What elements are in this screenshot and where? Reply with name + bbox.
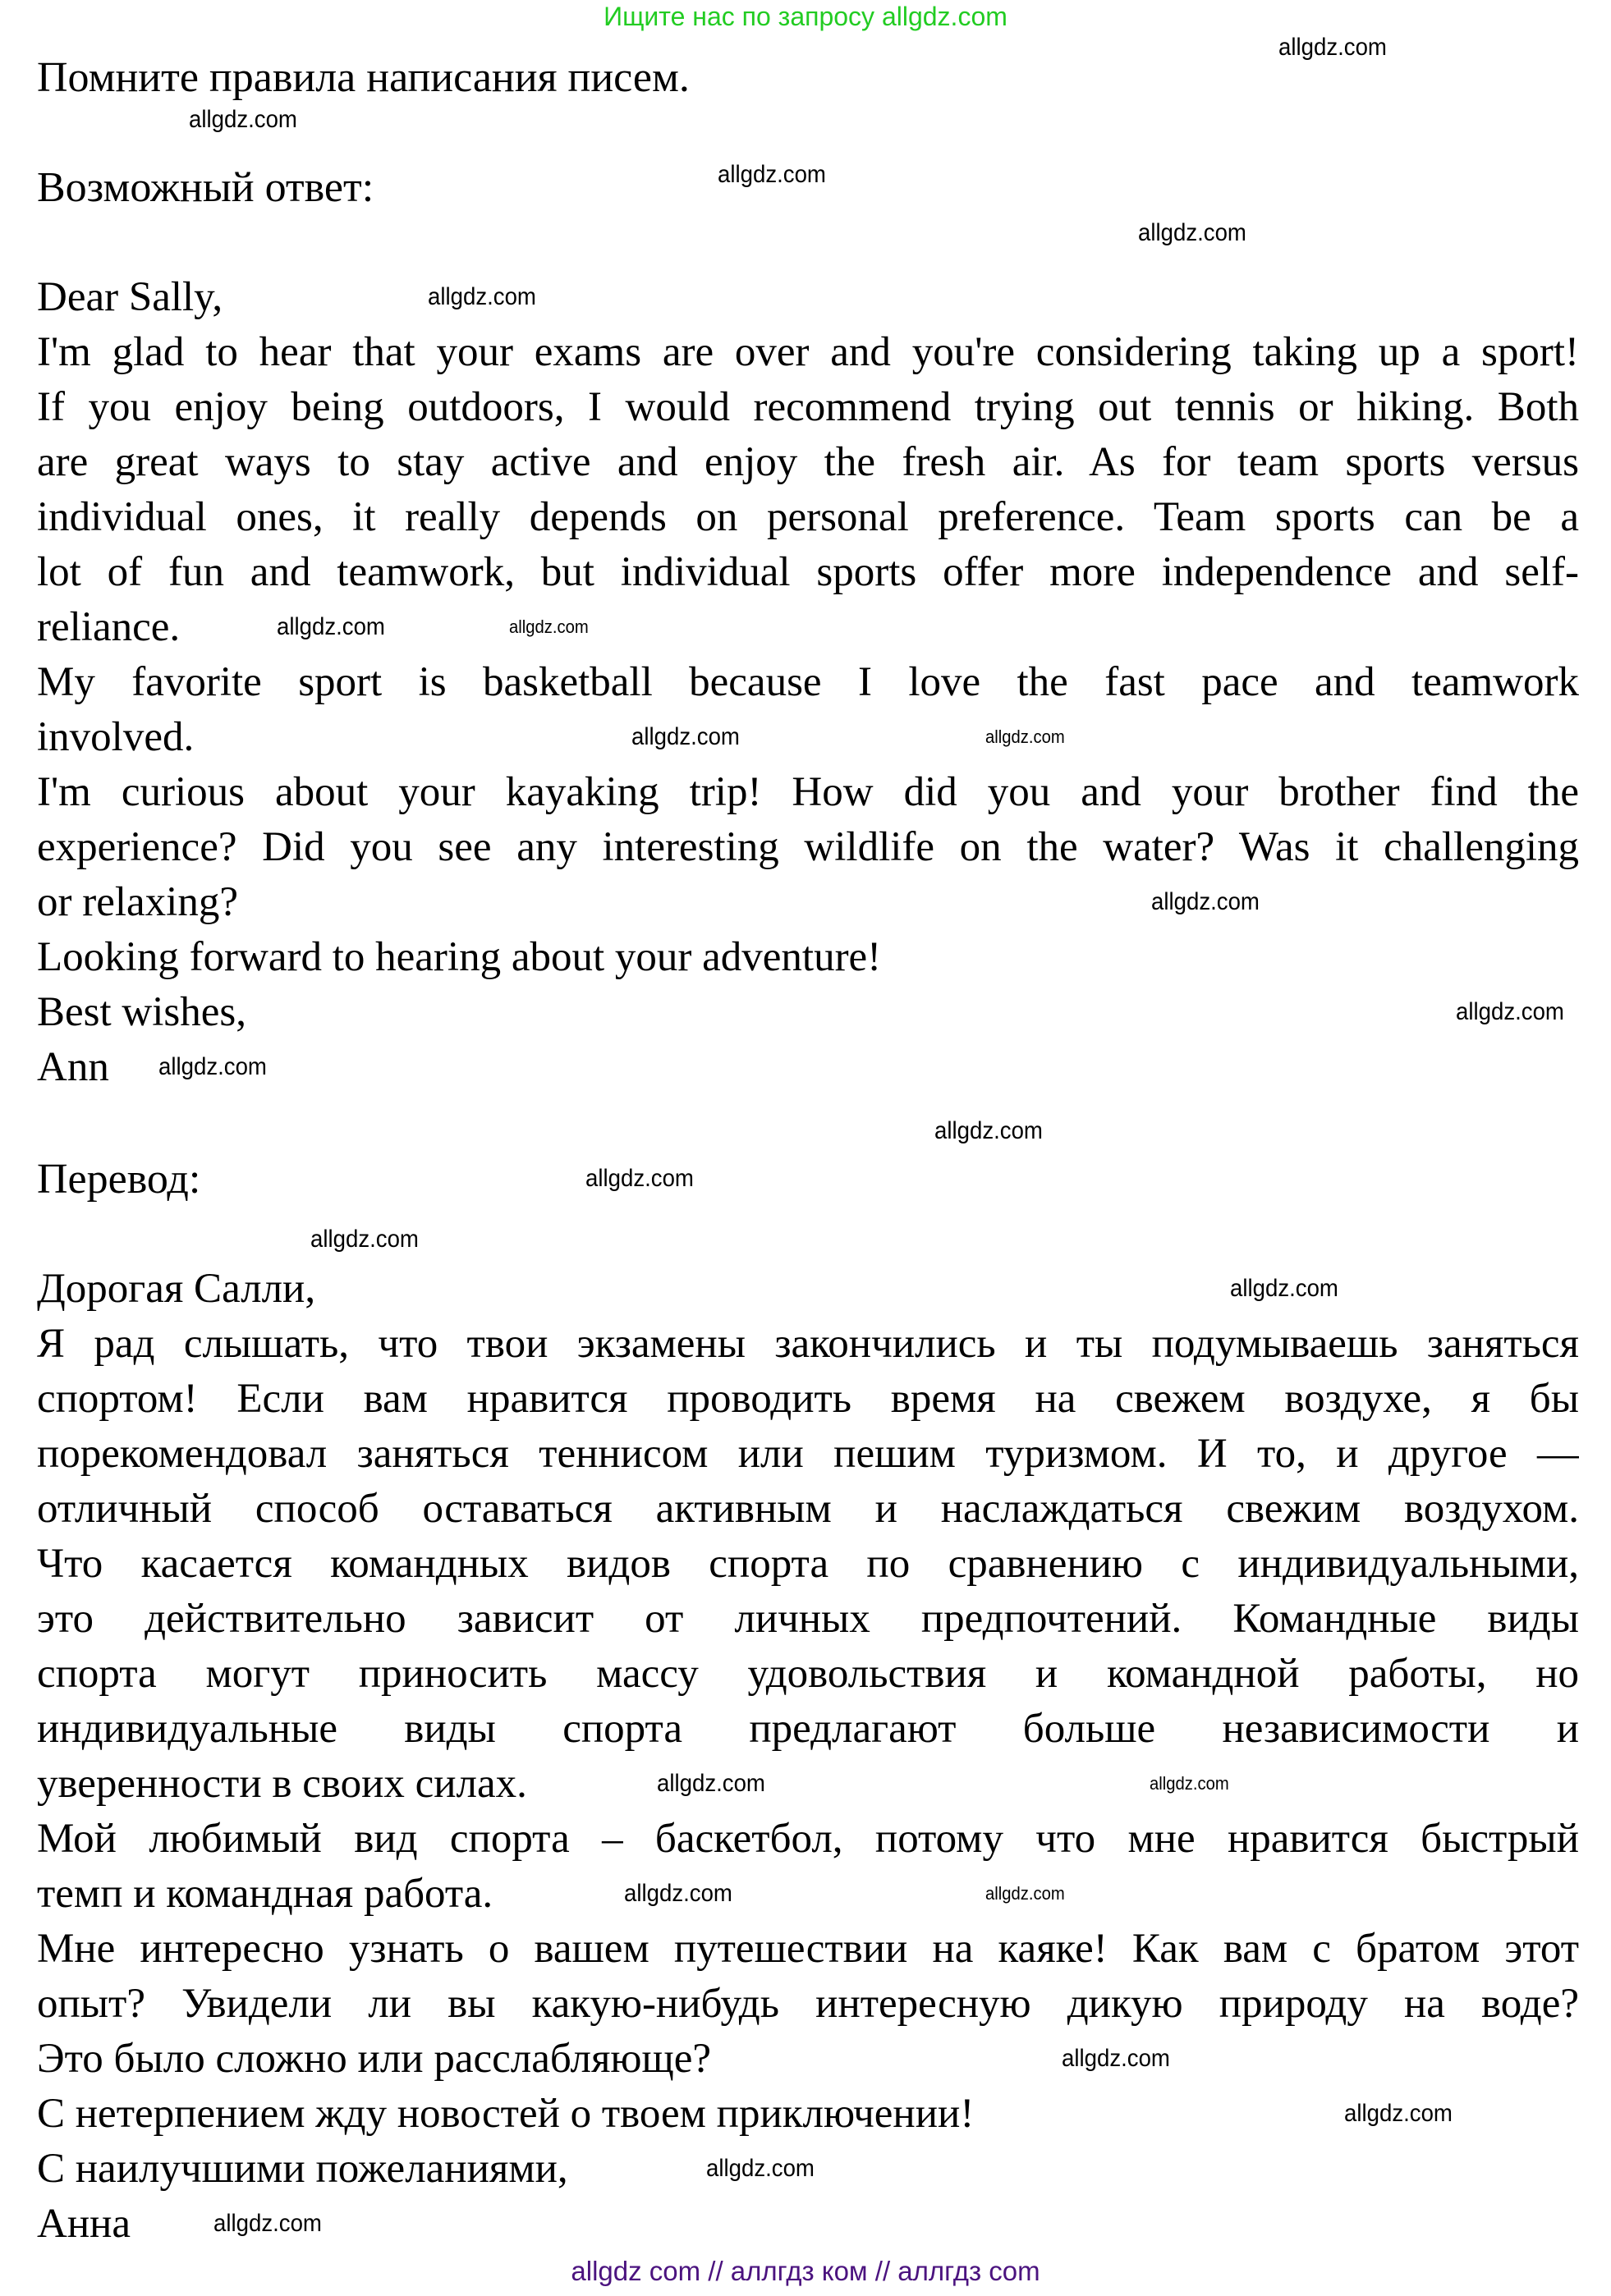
watermark: allgdz.com (1230, 1275, 1338, 1302)
footer-links[interactable]: allgdz com // аллгдз ком // аллгдз com (571, 2256, 1040, 2286)
paragraph (37, 325, 1579, 655)
text-line: experience? Did you see any interesting wildlife on the water? Was it challenging (37, 824, 1579, 870)
text-line: темп и командная работа. (37, 1871, 493, 1917)
watermark: allgdz.com (1344, 2100, 1453, 2127)
watermark: allgdz.com (1138, 219, 1246, 246)
text-line: уверенности в своих силах. (37, 1761, 527, 1807)
text-line: My favorite sport is basketball because I love the fast pace and teamwork (37, 659, 1579, 705)
paragraph (37, 930, 1579, 985)
text-line: порекомендовал заняться теннисом или пешим туризмом. И то, и другое — (37, 1431, 1579, 1477)
text-line: Ann (37, 1044, 109, 1090)
watermark: allgdz.com (277, 613, 385, 640)
letter-english (37, 270, 1579, 1095)
text-line: С нетерпением жду новостей о твоем приключении! (37, 2091, 975, 2137)
paragraph (37, 1040, 1579, 1095)
text-line: lot of fun and teamwork, but individual sports offer more independence and self- (37, 549, 1579, 595)
text-line: это действительно зависит от личных предпочтений. Командные виды (37, 1596, 1579, 1642)
text-line: спорта могут приносить массу удовольствия и командной работы, но (37, 1651, 1579, 1697)
text-line: I'm curious about your kayaking trip! How did you and your brother find the (37, 769, 1579, 815)
answer-heading: Возможный ответ: (37, 164, 374, 211)
watermark: allgdz.com (1278, 34, 1387, 61)
watermark: allgdz.com (1456, 998, 1564, 1025)
watermark: allgdz.com (985, 1883, 1065, 1904)
greeting: Dear Sally, (37, 274, 223, 320)
text-line: Мой любимый вид спорта – баскетбол, потому что мне нравится быстрый (37, 1816, 1579, 1862)
watermark: allgdz.com (706, 2155, 815, 2182)
watermark: allgdz.com (985, 726, 1065, 747)
text-line: Мне интересно узнать о вашем путешествии на каяке! Как вам с братом этот (37, 1926, 1579, 1972)
text-line: Я рад слышать, что твои экзамены закончились и ты подумываешь заняться (37, 1321, 1579, 1367)
text-line: If you enjoy being outdoors, I would recommend trying out tennis or hiking. Both (37, 384, 1579, 430)
instruction-title: Помните правила написания писем. (37, 54, 690, 101)
watermark: allgdz.com (1062, 2045, 1170, 2072)
text-line: Best wishes, (37, 989, 246, 1035)
text-line: individual ones, it really depends on personal preference. Team sports can be a (37, 494, 1579, 540)
paragraph (37, 1922, 1579, 2087)
watermark: allgdz.com (1151, 888, 1260, 915)
text-line: Что касается командных видов спорта по сравнению с индивидуальными, (37, 1541, 1579, 1587)
translation-heading: Перевод: (37, 1156, 201, 1203)
paragraph (37, 985, 1579, 1040)
watermark: allgdz.com (1150, 1773, 1229, 1794)
text-line: or relaxing? (37, 879, 238, 925)
text-line: I'm glad to hear that your exams are over and you're considering taking up a sport! (37, 329, 1579, 375)
text-line: отличный способ оставаться активным и наслаждаться свежим воздухом. (37, 1486, 1579, 1532)
watermark: allgdz.com (631, 723, 740, 750)
paragraph (37, 1317, 1579, 1812)
text-line: Looking forward to hearing about your adventure! (37, 934, 882, 980)
text-line: are great ways to stay active and enjoy the fresh air. As for team sports versus (37, 439, 1579, 485)
paragraph (37, 765, 1579, 930)
watermark: allgdz.com (585, 1165, 694, 1192)
text-line: спортом! Если вам нравится проводить время на свежем воздухе, я бы (37, 1376, 1579, 1422)
watermark: allgdz.com (189, 106, 297, 133)
paragraph (37, 655, 1579, 765)
watermark: allgdz.com (428, 283, 536, 310)
watermark: allgdz.com (158, 1053, 267, 1080)
text-line: опыт? Увидели ли вы какую-нибудь интересную дикую природу на воде? (37, 1981, 1579, 2027)
search-banner[interactable]: Ищите нас по запросу allgdz.com (604, 2, 1007, 31)
watermark: allgdz.com (509, 616, 589, 637)
text-line: индивидуальные виды спорта предлагают больше независимости и (37, 1706, 1579, 1752)
watermark: allgdz.com (934, 1117, 1043, 1144)
watermark: allgdz.com (624, 1880, 732, 1907)
text-line: involved. (37, 714, 195, 760)
watermark: allgdz.com (213, 2210, 322, 2237)
text-line: С наилучшими пожеланиями, (37, 2146, 568, 2192)
text-line: Это было сложно или расслабляюще? (37, 2036, 712, 2082)
watermark: allgdz.com (718, 161, 826, 188)
watermark: allgdz.com (657, 1770, 765, 1797)
text-line: Анна (37, 2201, 131, 2247)
text-line: reliance. (37, 604, 181, 650)
greeting: Дорогая Салли, (37, 1266, 316, 1312)
watermark: allgdz.com (310, 1226, 419, 1253)
paragraph (37, 1812, 1579, 1922)
